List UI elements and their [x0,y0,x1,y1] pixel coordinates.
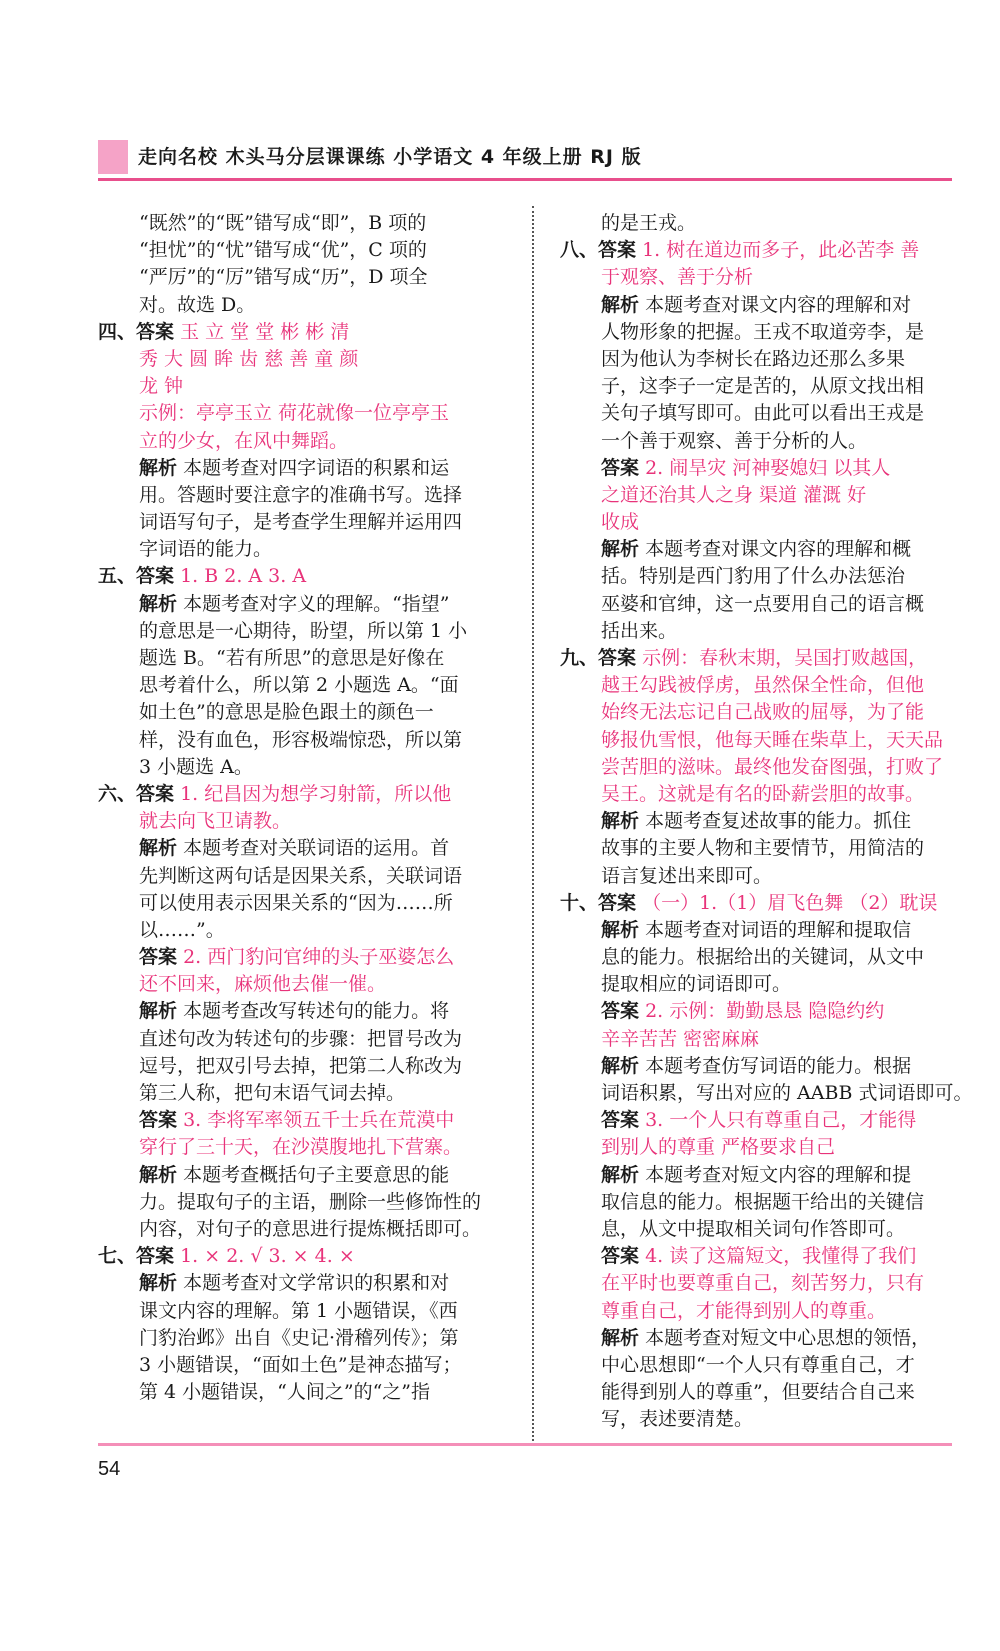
text-line: 样，没有血色，形容极端惊恐，所以第 [139,728,463,751]
analysis-text: 本题考查对短文内容的理解和提 [645,1163,912,1186]
question-answer-line [98,781,508,808]
text-line: 如土色”的意思是脸色跟土的颜色一 [139,701,434,724]
text-line: 课文内容的理解。第 1 小题错误，《西 [139,1299,458,1322]
answer-label: 答案 [139,1109,178,1132]
answer-line [560,1107,955,1134]
analysis-text: 本题考查对词语的理解和提取信 [645,918,912,941]
text-line: 3 小题选 A。 [139,755,253,778]
text-line: 先判断这两句话是因果关系，关联词语 [139,864,463,887]
answer-text: 2. 示例：勤勤恳恳 隐隐约约 [645,1000,885,1023]
answer-continuation: 就去向飞卫请教。 [139,810,292,833]
answer-line [560,455,955,482]
answer-continuation: 到别人的尊重 严格要求自己 [601,1136,836,1159]
answer-continuation: 秀 大 圆 眸 齿 慈 善 童 颜 [139,347,359,370]
answer-text: 示例：春秋末期，吴国打败越国， [642,647,928,669]
text-line: 词语积累，写出对应的 AABB 式词语即可。 [601,1082,973,1104]
analysis-label: 解析 [601,918,640,941]
answer-continuation: 穿行了三十天，在沙漠腹地扎下营寨。 [139,1136,463,1159]
analysis-text: 本题考查对课文内容的理解和对 [645,293,912,316]
text-line: 括出来。 [601,619,678,642]
answer-label: 答案 [136,320,175,343]
text-line: 子，这李子一定是苦的，从原文找出相 [601,375,925,398]
analysis-line [98,455,508,482]
answer-line [98,944,508,971]
answer-label: 答案 [601,1109,640,1132]
answer-continuation: 示例：亭亭玉立 荷花就像一位亭亭玉 [139,402,450,425]
text-line: 括。特别是西门豹用了什么办法惩治 [601,565,906,588]
answer-line [98,1107,508,1134]
analysis-text: 本题考查对字义的理解。“指望” [183,592,450,615]
analysis-label: 解析 [139,1000,178,1023]
text-line: 门豹治邺》出自《史记·滑稽列传》；第 [139,1326,459,1349]
answer-label: 答案 [136,782,175,805]
analysis-text: 本题考查概括句子主要意思的能 [183,1163,450,1186]
question-answer-line [560,645,955,672]
answer-text: 1. 树在道边而多子，此必苦李 善 [642,239,920,262]
answer-label: 答案 [601,456,640,479]
analysis-label: 解析 [139,837,178,860]
text-line: 息的能力。根据给出的关键词，从文中 [601,946,925,969]
question-number: 五、 [98,565,137,588]
question-answer-line [98,319,508,346]
text-line: 题选 B。“若有所思”的意思是好像在 [139,647,445,669]
answer-continuation: 辛辛苦苦 密密麻麻 [601,1027,760,1050]
analysis-line [98,835,508,862]
text-line: 以……”。 [139,918,225,941]
text-line: 人物形象的把握。王戎不取道旁李，是 [601,320,925,343]
analysis-label: 解析 [601,1326,640,1349]
text-line: 对。故选 D。 [139,293,256,316]
text-line: 巫婆和官绅，这一点要用自己的语言概 [601,592,925,615]
page-header [98,140,952,180]
header-rule [98,178,952,181]
book-title: 走向名校 木头马分层课课练 小学语文 4 年级上册 RJ 版 [138,146,642,168]
text-line: 因为他认为李树长在路边还那么多果 [601,347,906,370]
answer-label: 答案 [598,891,637,914]
text-line: 3 小题错误，“面如土色”是神态描写； [139,1353,462,1376]
text-line: 一个善于观察、善于分析的人。 [601,429,868,452]
analysis-line [98,1270,508,1297]
answer-continuation: 吴王。这就是有名的卧薪尝胆的故事。 [601,782,925,805]
answer-text: 2. 闹旱灾 河神娶媳妇 以其人 [645,456,891,479]
text-line: 中心思想即“一个人只有尊重自己，才 [601,1353,915,1376]
analysis-label: 解析 [601,1054,640,1077]
analysis-line [98,998,508,1025]
analysis-label: 解析 [139,456,178,479]
text-line: 字词语的能力。 [139,538,273,561]
analysis-line [98,591,508,618]
text-line: 用。答题时要注意字的准确书写。选择 [139,483,463,506]
text-line: 可以使用表示因果关系的“因为……所 [139,891,453,914]
answer-continuation: 还不回来，麻烦他去催一催。 [139,973,387,996]
answer-continuation: 立的少女，在风中舞蹈。 [139,429,349,452]
analysis-label: 解析 [601,293,640,316]
analysis-label: 解析 [601,810,640,833]
answer-text: 3. 一个人只有尊重自己，才能得 [645,1109,917,1132]
answer-continuation: 之道还治其人之身 渠道 灌溉 好 [601,483,867,506]
text-line: 直述句改为转述句的步骤：把冒号改为 [139,1027,463,1050]
answer-line [560,1243,955,1270]
analysis-label: 解析 [139,592,178,615]
answer-text: （一）1.（1）眉飞色舞 （2）耽误 [642,891,938,914]
answer-continuation: 在平时也要尊重自己，刻苦努力，只有 [601,1272,925,1295]
header-color-block [98,140,128,174]
answer-continuation: 够报仇雪恨，他每天睡在柴草上，天天品 [601,728,944,751]
analysis-text: 本题考查对关联词语的运用。首 [183,837,450,860]
analysis-text: 本题考查仿写词语的能力。根据 [645,1054,912,1077]
analysis-text: 本题考查对课文内容的理解和概 [645,538,912,561]
question-answer-line [98,1243,508,1270]
analysis-text: 本题考查对短文中心思想的领悟， [645,1326,931,1349]
analysis-text: 本题考查改写转述句的能力。将 [183,1000,450,1023]
analysis-label: 解析 [601,538,640,561]
answer-label: 答案 [601,1000,640,1023]
question-number: 九、 [560,647,599,669]
answer-label: 答案 [598,647,637,669]
text-line: “担忧”的“忧”错写成“优”，C 项的 [139,239,427,262]
answer-label: 答案 [136,565,175,588]
analysis-line [560,1325,955,1352]
question-number: 六、 [98,782,137,805]
text-line: 提取相应的词语即可。 [601,973,792,996]
answer-line [560,998,955,1025]
analysis-text: 本题考查对文学常识的积累和对 [183,1272,450,1295]
text-line: 写，表述要清楚。 [601,1408,754,1431]
page-number: 54 [98,1458,121,1480]
text-line: “既然”的“既”错写成“即”，B 项的 [139,212,427,234]
question-answer-line [98,563,508,590]
text-line: 能得到别人的尊重”，但要结合自己来 [601,1381,915,1404]
answer-label: 答案 [598,239,637,262]
text-line: “严厉”的“厉”错写成“历”，D 项全 [139,266,428,289]
text-line: 逗号，把双引号去掉，把第二人称改为 [139,1054,463,1077]
answer-continuation: 于观察、善于分析 [601,266,754,289]
text-line: 第三人称，把句末语气词去掉。 [139,1082,406,1104]
answer-continuation: 尝苦胆的滋味。最终他发奋图强，打败了 [601,755,944,778]
analysis-line [560,292,955,319]
answer-continuation: 越王勾践被俘虏，虽然保全性命，但他 [601,674,925,697]
analysis-line [560,917,955,944]
question-number: 七、 [98,1245,137,1268]
answer-label: 答案 [601,1245,640,1268]
text-line: 词语写句子，是考查学生理解并运用四 [139,511,463,534]
analysis-line [560,1053,955,1080]
analysis-text: 本题考查对四字词语的积累和运 [183,456,450,479]
answer-text: 4. 读了这篇短文，我懂得了我们 [645,1245,917,1268]
answer-continuation: 尊重自己，才能得到别人的尊重。 [601,1299,887,1322]
answer-text: 1. 纪昌因为想学习射箭，所以他 [180,782,452,805]
answer-continuation: 始终无法忘记自己战败的屈辱，为了能 [601,701,925,724]
answer-label: 答案 [139,946,178,969]
text-line: 取信息的能力。根据题干给出的关键信 [601,1190,925,1213]
text-line: 的意思是一心期待，盼望，所以第 1 小 [139,619,468,642]
text-line: 思考着什么，所以第 2 小题选 A。“面 [139,674,459,697]
analysis-line [560,536,955,563]
answer-continuation: 龙 钟 [139,375,184,398]
answer-text: 3. 李将军率领五千士兵在荒漠中 [183,1109,455,1132]
answer-text: 玉 立 堂 堂 彬 彬 清 [180,320,350,343]
analysis-line [98,1162,508,1189]
analysis-line [560,1162,955,1189]
text-line: 力。提取句子的主语，删除一些修饰性的 [139,1190,482,1213]
column-divider [532,206,534,1441]
analysis-label: 解析 [139,1272,178,1295]
answer-text: 1. B 2. A 3. A [180,565,307,588]
text-line: 息，从文中提取相关词句作答即可。 [601,1217,906,1240]
question-answer-line [560,237,955,264]
left-column [98,210,508,1406]
answer-label: 答案 [136,1245,175,1268]
right-column [560,210,973,1433]
text-line: 第 4 小题错误，“人间之”的“之”指 [139,1381,431,1404]
analysis-label: 解析 [601,1163,640,1186]
answer-text: 1. × 2. √ 3. × 4. × [180,1245,355,1268]
question-answer-line [560,890,955,917]
answer-continuation: 收成 [601,511,640,534]
footer-rule [98,1443,952,1446]
text-line: 内容，对句子的意思进行提炼概括即可。 [139,1217,482,1240]
analysis-text: 本题考查复述故事的能力。抓住 [645,810,912,833]
analysis-label: 解析 [139,1163,178,1186]
text-line: 关句子填写即可。由此可以看出王戎是 [601,402,925,425]
text-line: 的是王戎。 [601,212,697,234]
question-number: 八、 [560,239,599,262]
text-line: 故事的主要人物和主要情节，用简洁的 [601,837,925,860]
text-line: 语言复述出来即可。 [601,864,773,887]
answer-text: 2. 西门豹问官绅的头子巫婆怎么 [183,946,455,969]
question-number: 十、 [560,891,599,914]
question-number: 四、 [98,320,137,343]
analysis-line [560,808,955,835]
